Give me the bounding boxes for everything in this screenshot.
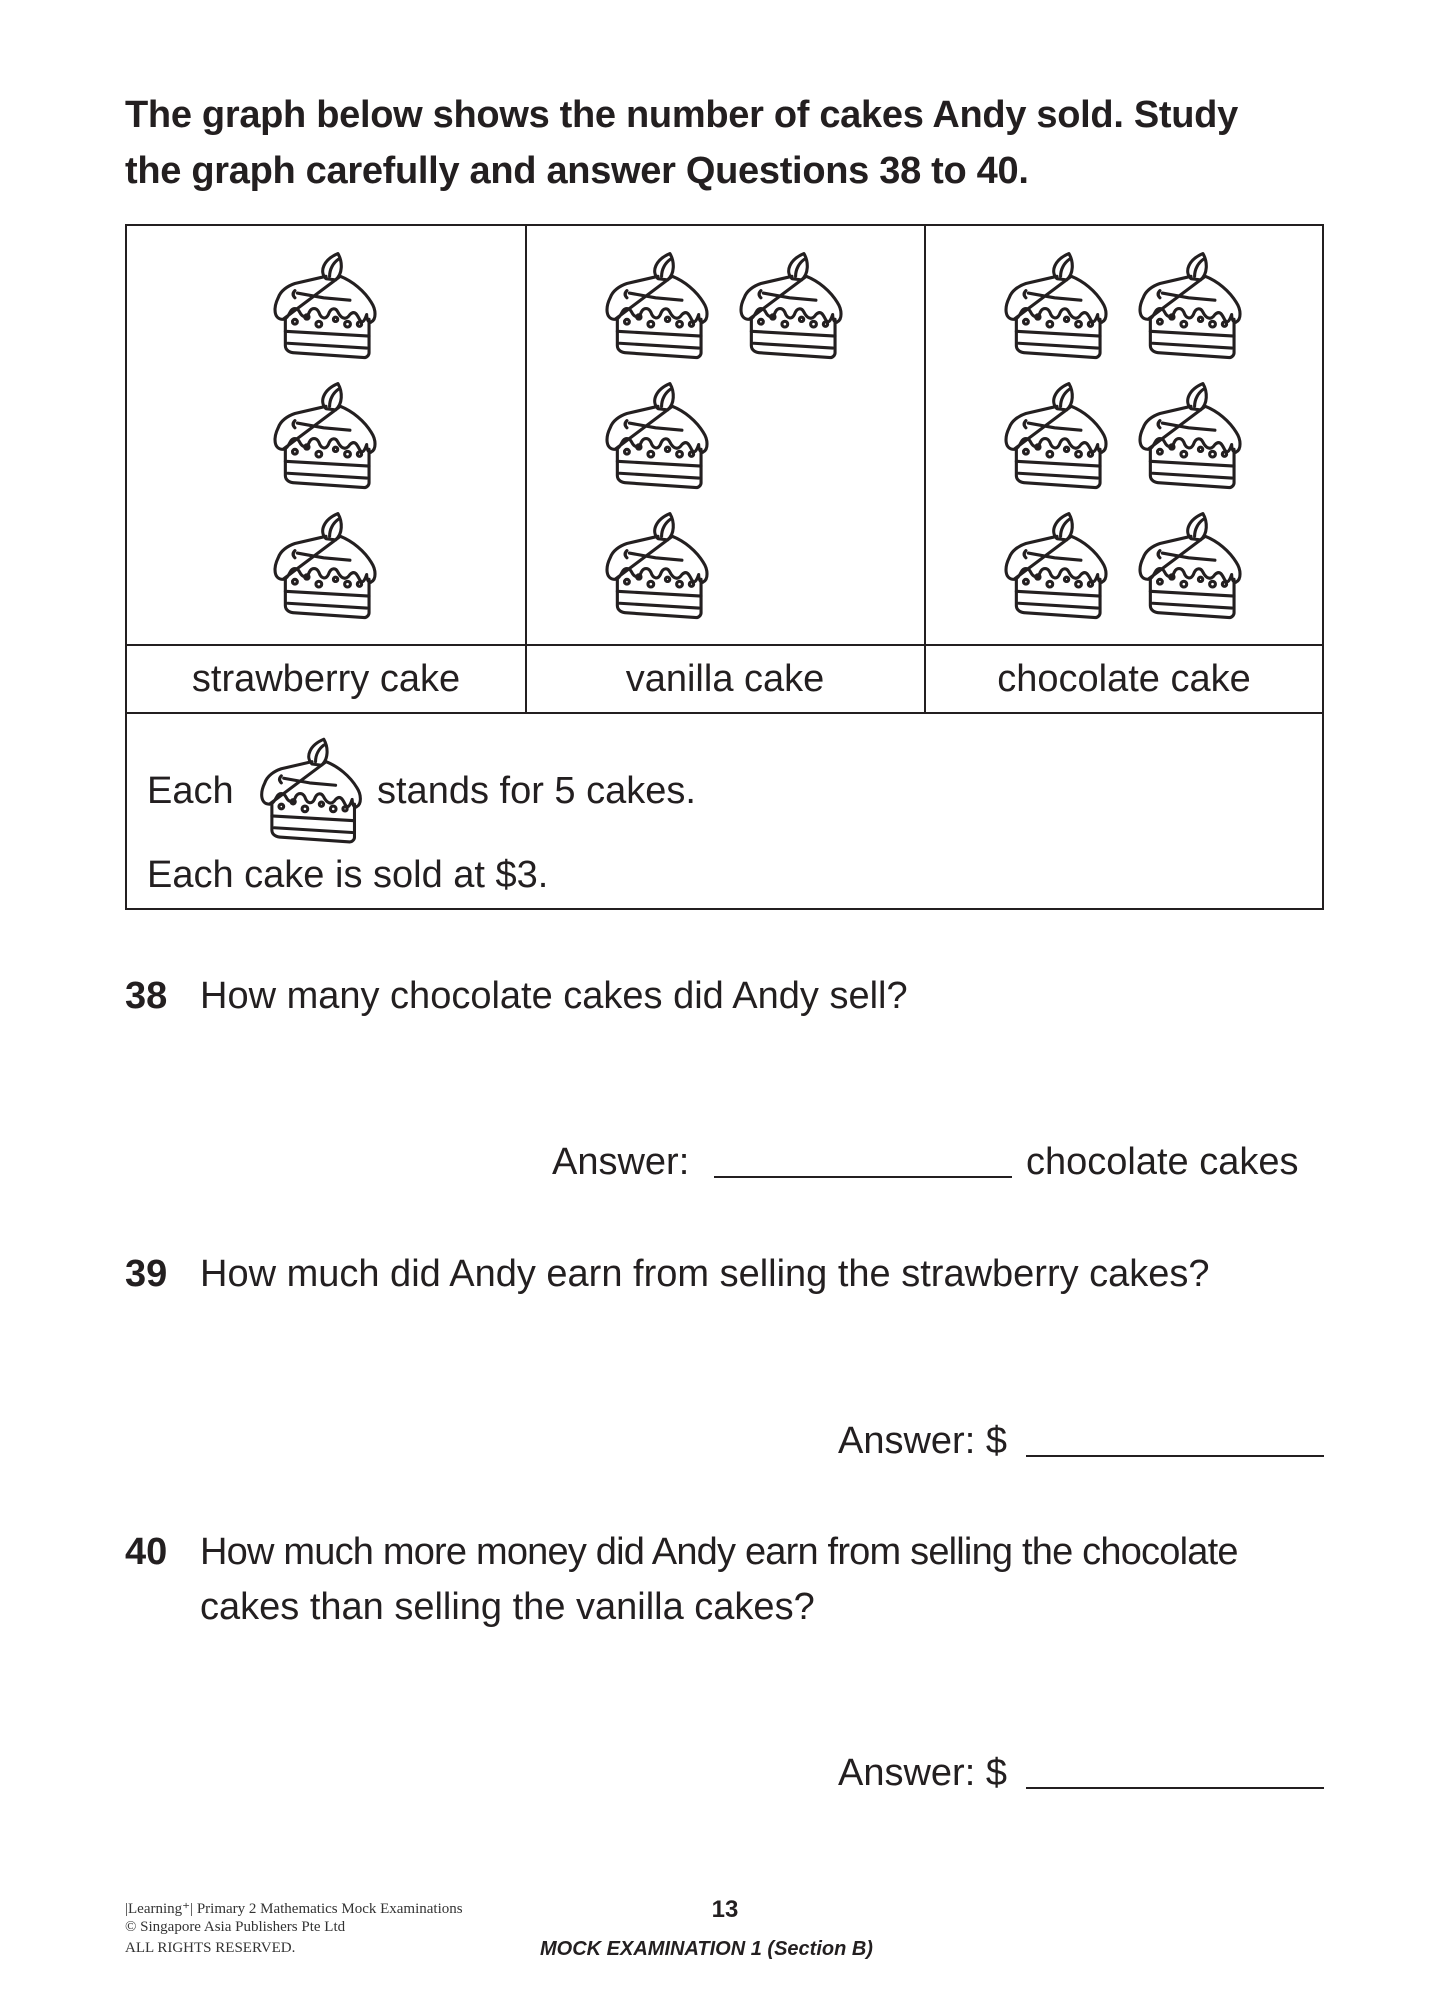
answer-39-prefix: Answer: $ (838, 1420, 1007, 1462)
cake-icon (598, 250, 718, 360)
category-label-chocolate: chocolate cake (997, 658, 1251, 700)
column-divider (525, 226, 527, 714)
legend-stands-for: stands for 5 cakes. (377, 770, 696, 812)
legend-each: Each (147, 770, 234, 812)
cake-icon (266, 510, 386, 620)
intro-line-1: The graph below shows the number of cakes Andy sold. Study (125, 94, 1238, 136)
cake-icon (598, 510, 718, 620)
question-40-text-line-1: How much more money did Andy earn from selling the chocolate (200, 1531, 1238, 1573)
category-label-strawberry: strawberry cake (191, 658, 461, 700)
cake-icon (266, 380, 386, 490)
cake-icon (1131, 380, 1251, 490)
section-title: MOCK EXAMINATION 1 (Section B) (540, 1938, 873, 1960)
question-40-text-line-2: cakes than selling the vanilla cakes? (200, 1586, 815, 1628)
cake-icon (997, 250, 1117, 360)
cake-icon (997, 510, 1117, 620)
cake-icon (1131, 250, 1251, 360)
question-39-text: How much did Andy earn from selling the strawberry cakes? (200, 1253, 1210, 1295)
answer-40-prefix: Answer: $ (838, 1752, 1007, 1794)
row-divider (127, 712, 1322, 714)
question-38-text: How many chocolate cakes did Andy sell? (200, 975, 908, 1017)
footer-rights: ALL RIGHTS RESERVED. (125, 1940, 296, 1956)
cake-icon (997, 380, 1117, 490)
intro-line-2: the graph carefully and answer Questions 38 to 40. (125, 150, 1029, 192)
cake-icon (732, 250, 852, 360)
page-number: 13 (711, 1896, 739, 1923)
legend-price: Each cake is sold at $3. (147, 854, 549, 896)
cake-icon (598, 380, 718, 490)
answer-38-blank[interactable] (714, 1176, 1012, 1178)
question-40-number: 40 (125, 1531, 168, 1573)
question-38-number: 38 (125, 975, 168, 1017)
pictogram-table (125, 224, 1324, 910)
cake-icon (1131, 510, 1251, 620)
footer-copyright: © Singapore Asia Publishers Pte Ltd (125, 1919, 346, 1935)
answer-38-suffix: chocolate cakes (1026, 1141, 1299, 1183)
answer-39-blank[interactable] (1026, 1455, 1324, 1457)
question-39-number: 39 (125, 1253, 168, 1295)
answer-40-blank[interactable] (1026, 1787, 1324, 1789)
legend-cake-icon (253, 734, 371, 846)
cake-icon (266, 250, 386, 360)
answer-38-prefix: Answer: (552, 1141, 690, 1183)
category-label-vanilla: vanilla cake (625, 658, 825, 700)
column-divider (924, 226, 926, 714)
footer-series: |Learning⁺| Primary 2 Mathematics Mock Examinations (125, 1901, 463, 1917)
row-divider (127, 644, 1322, 646)
